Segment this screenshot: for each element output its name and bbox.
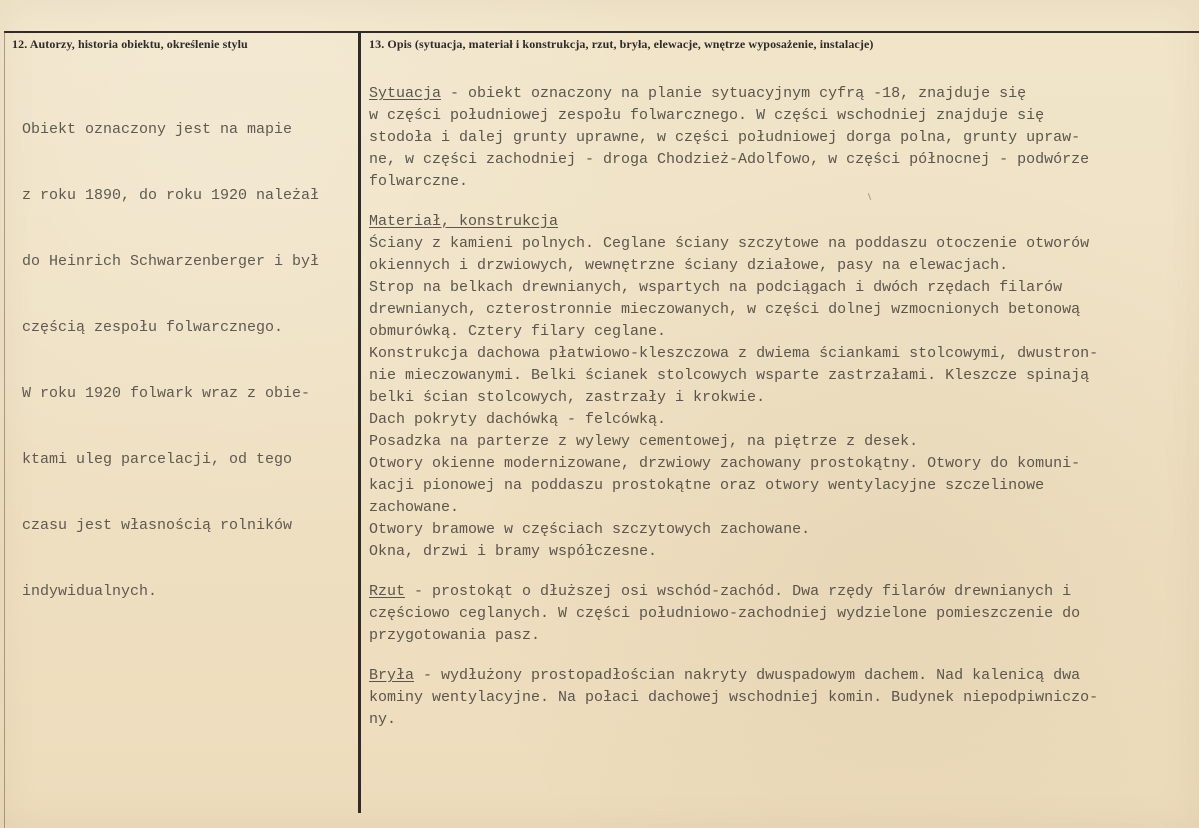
rzut-line-2: przygotowania pasz. xyxy=(369,627,541,644)
sytuacja-first-line xyxy=(369,83,1181,105)
history-line-8: indywidualnych. xyxy=(22,583,158,600)
material-line-11: Otwory okienne modernizowane, drzwiowy zachowany prostokątny. Otwory do komuni- xyxy=(369,455,1081,472)
sytuacja-section xyxy=(369,83,1181,193)
sytuacja-first-line-text: - obiekt oznaczony na planie sytuacyjnym cyfrą -18, znajduje się xyxy=(441,85,1027,102)
material-line-3: Strop na belkach drewnianych, wspartych na podciągach i dwóch rzędach filarów xyxy=(369,279,1063,296)
left-edge-line xyxy=(4,31,5,828)
bryla-line-2: ny. xyxy=(369,711,397,728)
bryla-first-line xyxy=(369,665,1181,687)
material-line-6: Konstrukcja dachowa płatwiowo-kleszczowa z dwiema ściankami stolcowymi, dwustron- xyxy=(369,345,1099,362)
history-line-7: czasu jest własnością rolników xyxy=(22,517,293,534)
history-panel xyxy=(22,75,342,647)
material-line-9: Dach pokryty dachówką - felcówką. xyxy=(369,411,667,428)
material-line-12: kacji pionowej na poddaszu prostokątne oraz otwory wentylacyjne szczelinowe xyxy=(369,477,1045,494)
material-line-7: nie mieczowanymi. Belki ścianek stolcowych wsparte zastrzałami. Kleszcze spinają xyxy=(369,367,1090,384)
material-line-8: belki ścian stolcowych, zastrzały i krokwie. xyxy=(369,389,766,406)
bryla-heading: Bryła xyxy=(369,667,415,684)
material-line-4: drewnianych, czterostronnie mieczowanych, w części dolnej wzmocnionych betonową xyxy=(369,301,1081,318)
material-heading: Materiał, konstrukcja xyxy=(369,213,559,230)
history-line-6: ktami uleg parcelacji, od tego xyxy=(22,451,293,468)
right-section-header: 13. Opis (sytuacja, materiał i konstrukcja, rzut, bryła, elewacje, wnętrze wyposażenie, instalacje) xyxy=(369,37,874,51)
material-line-5: obmurówką. Cztery filary ceglane. xyxy=(369,323,667,340)
top-rule xyxy=(4,31,1199,33)
bryla-line-1: kominy wentylacyjne. Na połaci dachowej wschodniej komin. Budynek niepodpiwniczo- xyxy=(369,689,1099,706)
material-line-2: okiennych i drzwiowych, wewnętrzne ściany działowe, pasy na elewacjach. xyxy=(369,257,1009,274)
material-line-14: Otwory bramowe w częściach szczytowych zachowane. xyxy=(369,521,811,538)
material-line-15: Okna, drzwi i bramy współczesne. xyxy=(369,543,658,560)
rzut-section xyxy=(369,581,1181,647)
bryla-section xyxy=(369,665,1181,731)
sytuacja-line-2: stodoła i dalej grunty uprawne, w części południowej dorga polna, grunty upraw- xyxy=(369,129,1081,146)
material-line-13: zachowane. xyxy=(369,499,460,516)
rzut-first-line xyxy=(369,581,1181,603)
bryla-first-line-text: - wydłużony prostopadłościan nakryty dwuspadowym dachem. Nad kalenicą dwa xyxy=(414,667,1081,684)
material-line-10: Posadzka na parterze z wylewy cementowej, na piętrze z desek. xyxy=(369,433,919,450)
left-section-header: 12. Autorzy, historia obiektu, określenie stylu xyxy=(12,37,248,51)
sytuacja-line-4: folwarczne. xyxy=(369,173,469,190)
sytuacja-heading: Sytuacja xyxy=(369,85,442,102)
history-line-1: Obiekt oznaczony jest na mapie xyxy=(22,121,293,138)
history-line-3: do Heinrich Schwarzenberger i był xyxy=(22,253,320,270)
material-section xyxy=(369,211,1181,563)
history-line-5: W roku 1920 folwark wraz z obie- xyxy=(22,385,311,402)
rzut-line-1: częściowo ceglanych. W części południowo-zachodniej wydzielone pomieszczenie do xyxy=(369,605,1081,622)
history-line-2: z roku 1890, do roku 1920 należał xyxy=(22,187,320,204)
rzut-heading: Rzut xyxy=(369,583,406,600)
history-line-4: częścią zespołu folwarcznego. xyxy=(22,319,284,336)
column-divider xyxy=(358,31,361,813)
sytuacja-line-3: ne, w części zachodniej - droga Chodzież-Adolfowo, w części północnej - podwórze xyxy=(369,151,1090,168)
rzut-first-line-text: - prostokąt o dłuższej osi wschód-zachód. Dwa rzędy filarów drewnianych i xyxy=(405,583,1072,600)
description-panel xyxy=(369,83,1181,731)
sytuacja-line-1: w części południowej zespołu folwarcznego. W części wschodniej znajduje się xyxy=(369,107,1045,124)
material-line-1: Ściany z kamieni polnych. Ceglane ściany szczytowe na poddaszu otoczenie otworów xyxy=(369,235,1090,252)
